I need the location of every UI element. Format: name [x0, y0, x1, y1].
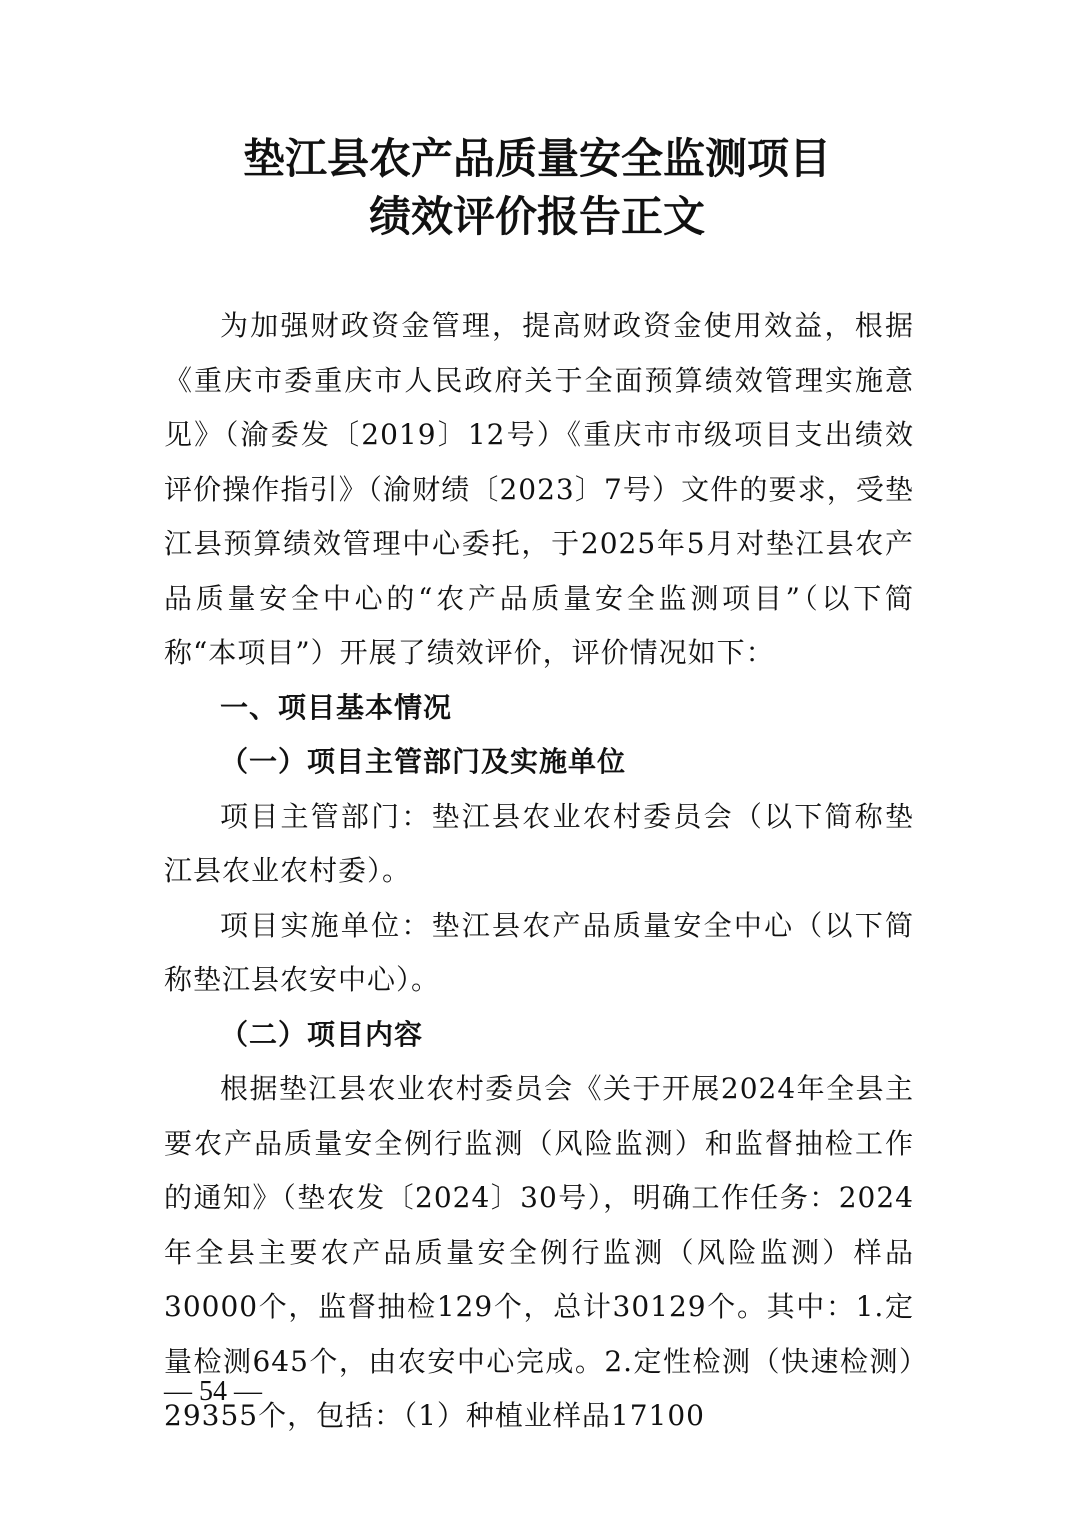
page-number: — 54 — — [164, 1376, 262, 1407]
document-body — [164, 299, 914, 1444]
subheading-department-units: （一）项目主管部门及实施单位 — [220, 745, 627, 778]
section-heading-basic-info: 一、项目基本情况 — [220, 690, 453, 724]
document-title-line1: 垫江县农产品质量安全监测项目 — [242, 134, 831, 183]
paragraph-supervising-department: 项目主管部门：垫江县农业农村委员会（以下简称垫江县农业农村委）。 — [164, 799, 914, 887]
subheading-project-content: （二）项目内容 — [220, 1017, 424, 1051]
paragraph-implementing-unit: 项目实施单位：垫江县农产品质量安全中心（以下简称垫江县农安中心）。 — [164, 908, 914, 996]
document-title-line2: 绩效评价报告正文 — [368, 192, 705, 241]
paragraph-project-content: 根据垫江县农业农村委员会《关于开展2024年全县主要农产品质量安全例行监测（风险监测）和监督抽检工作的通知》（垫农发〔2024〕30号），明确工作任务：2024年全县主要农产品质量安全例行监测（风险监测）样品30000个，监督抽检129个，总计30129个。其中：1.定量检测645个，由农安中心完成。2.定性检测（快速检测）29355个，包括：（1）种植业样品17100 — [164, 1072, 914, 1432]
paragraph-intro: 为加强财政资金管理，提高财政资金使用效益，根据《重庆市委重庆市人民政府关于全面预算绩效管理实施意见》（渝委发〔2019〕12号）《重庆市市级项目支出绩效评价操作指引》（渝财绩〔2023〕7号）文件的要求，受垫江县预算绩效管理中心委托，于2025年5月对垫江县农产品质量安全中心的“农产品质量安全监测项目”（以下简称“本项目”）开展了绩效评价，评价情况如下： — [164, 309, 914, 669]
